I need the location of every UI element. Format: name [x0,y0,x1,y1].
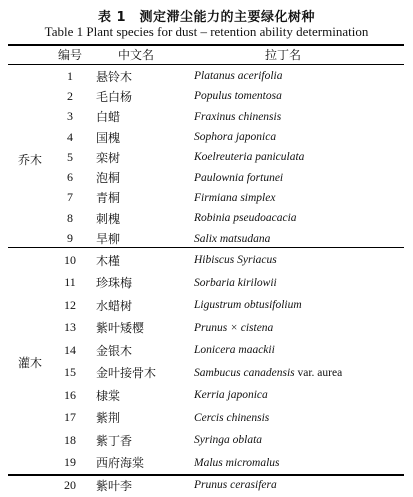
cell-chinese-name: 木槿 [96,253,121,268]
latin-binomial: Sorbaria kirilowii [194,276,277,289]
latin-binomial: Kerria japonica [194,389,268,402]
table-row [0,167,413,187]
table-row [0,294,413,317]
table-title-chinese: 表 1 测定滞尘能力的主要绿化树种 [97,10,316,25]
cell-latin-name [194,407,269,430]
table-row [0,407,413,430]
table-title-english: Table 1 Plant species for dust – retention ability determination [44,24,369,39]
cell-chinese-name: 金银木 [96,343,133,358]
latin-binomial: Koelreuteria paniculata [194,151,305,164]
cell-latin-name [194,317,273,340]
cell-chinese-name: 珍珠梅 [96,276,133,291]
cell-chinese-name: 棣棠 [96,388,121,403]
cell-chinese-name: 金叶接骨木 [96,366,157,381]
cell-chinese-name: 西府海棠 [96,456,145,471]
cell-chinese-name: 毛白杨 [96,89,133,104]
cell-latin-name [194,249,277,272]
cell-chinese-name: 刺槐 [96,211,121,226]
table-row [0,384,413,407]
table-row [0,317,413,340]
cell-chinese-name: 白蜡 [96,110,121,125]
cell-chinese-name: 悬铃木 [96,69,133,84]
latin-binomial: Paulownia fortunei [194,171,284,184]
shrub-rows [0,249,413,497]
group-divider-rule [8,247,404,248]
cell-number: 9 [67,231,73,246]
latin-variety: var. aurea [294,366,343,379]
latin-binomial: Malus micromalus [194,456,280,469]
cell-latin-name [194,228,270,248]
cell-latin-name [194,294,302,317]
cell-number: 8 [67,210,73,225]
cell-number: 6 [67,170,73,185]
latin-binomial: Ligustrum obtusifolium [194,299,302,312]
table-row [0,107,413,127]
latin-binomial: Hibiscus Syriacus [194,254,277,267]
cell-latin-name [194,429,262,452]
table-row [0,147,413,167]
table-row [0,188,413,208]
header-rule [8,64,404,65]
cell-chinese-name: 紫叶矮樱 [96,321,145,336]
table-row [0,86,413,106]
table-row [0,339,413,362]
cell-number: 11 [64,275,76,290]
cell-number: 3 [67,109,73,124]
header-number: 编号 [57,48,82,62]
cell-number: 19 [64,455,76,470]
latin-binomial: Firmiana simplex [194,191,276,204]
cell-chinese-name: 水蜡树 [96,298,133,313]
cell-number: 14 [64,342,76,357]
cell-number: 13 [64,320,76,335]
table-row [0,272,413,295]
cell-latin-name [194,362,342,385]
group-label-trees: 乔木 [18,153,43,167]
latin-binomial: Lonicera maackii [194,344,275,357]
latin-binomial: Syringa oblata [194,434,263,447]
cell-latin-name [194,86,282,106]
cell-number: 20 [64,477,76,492]
latin-binomial: Cercis chinensis [194,411,270,424]
cell-latin-name [194,452,280,475]
table-top-rule [8,44,404,46]
cell-chinese-name: 紫叶李 [96,478,133,493]
cell-latin-name [194,208,297,228]
latin-binomial: Fraxinus chinensis [194,110,282,123]
cell-chinese-name: 泡桐 [96,171,121,186]
cell-chinese-name: 青桐 [96,191,121,206]
table-row [0,208,413,228]
table-row [0,362,413,385]
table-row [0,474,413,497]
cell-latin-name [194,474,277,497]
cell-latin-name [194,107,281,127]
cell-number: 1 [67,68,73,83]
cell-number: 12 [64,297,76,312]
latin-binomial: Salix matsudana [194,232,271,245]
cell-chinese-name: 旱柳 [96,232,121,247]
cell-chinese-name: 栾树 [96,150,121,165]
latin-binomial: Robinia pseudoacacia [194,212,297,225]
cell-number: 7 [67,190,73,205]
latin-binomial: Prunus cerasifera [194,479,277,492]
cell-number: 5 [67,149,73,164]
cell-latin-name [194,167,283,187]
cell-number: 2 [67,88,73,103]
table-row [0,127,413,147]
table-row [0,66,413,86]
latin-binomial: Sambucus canadensis [194,366,295,379]
latin-binomial: Sophora japonica [194,131,277,144]
cell-latin-name [194,188,275,208]
table-bottom-rule [8,474,404,476]
cell-number: 17 [64,410,76,425]
cell-number: 18 [64,432,76,447]
table-row [0,452,413,475]
cell-number: 15 [64,365,76,380]
cell-latin-name [194,66,282,86]
cell-chinese-name: 紫荆 [96,411,121,426]
latin-binomial: Prunus × cistena [194,321,274,334]
group-label-shrubs: 灌木 [18,356,43,370]
cell-latin-name [194,339,275,362]
cell-chinese-name: 国槐 [96,130,121,145]
header-chinese-name: 中文名 [118,48,155,62]
cell-latin-name [194,384,268,407]
tree-rows [0,66,413,249]
cell-number: 10 [64,252,76,267]
table-row [0,429,413,452]
cell-latin-name [194,272,277,295]
cell-latin-name [194,127,276,147]
cell-latin-name [194,147,304,167]
cell-chinese-name: 紫丁香 [96,433,133,448]
cell-number: 4 [67,129,73,144]
table-row [0,228,413,248]
table-row [0,249,413,272]
latin-binomial: Populus tomentosa [194,90,282,103]
cell-number: 16 [64,387,76,402]
latin-binomial: Platanus acerifolia [194,70,283,83]
header-latin-name: 拉丁名 [265,48,302,62]
